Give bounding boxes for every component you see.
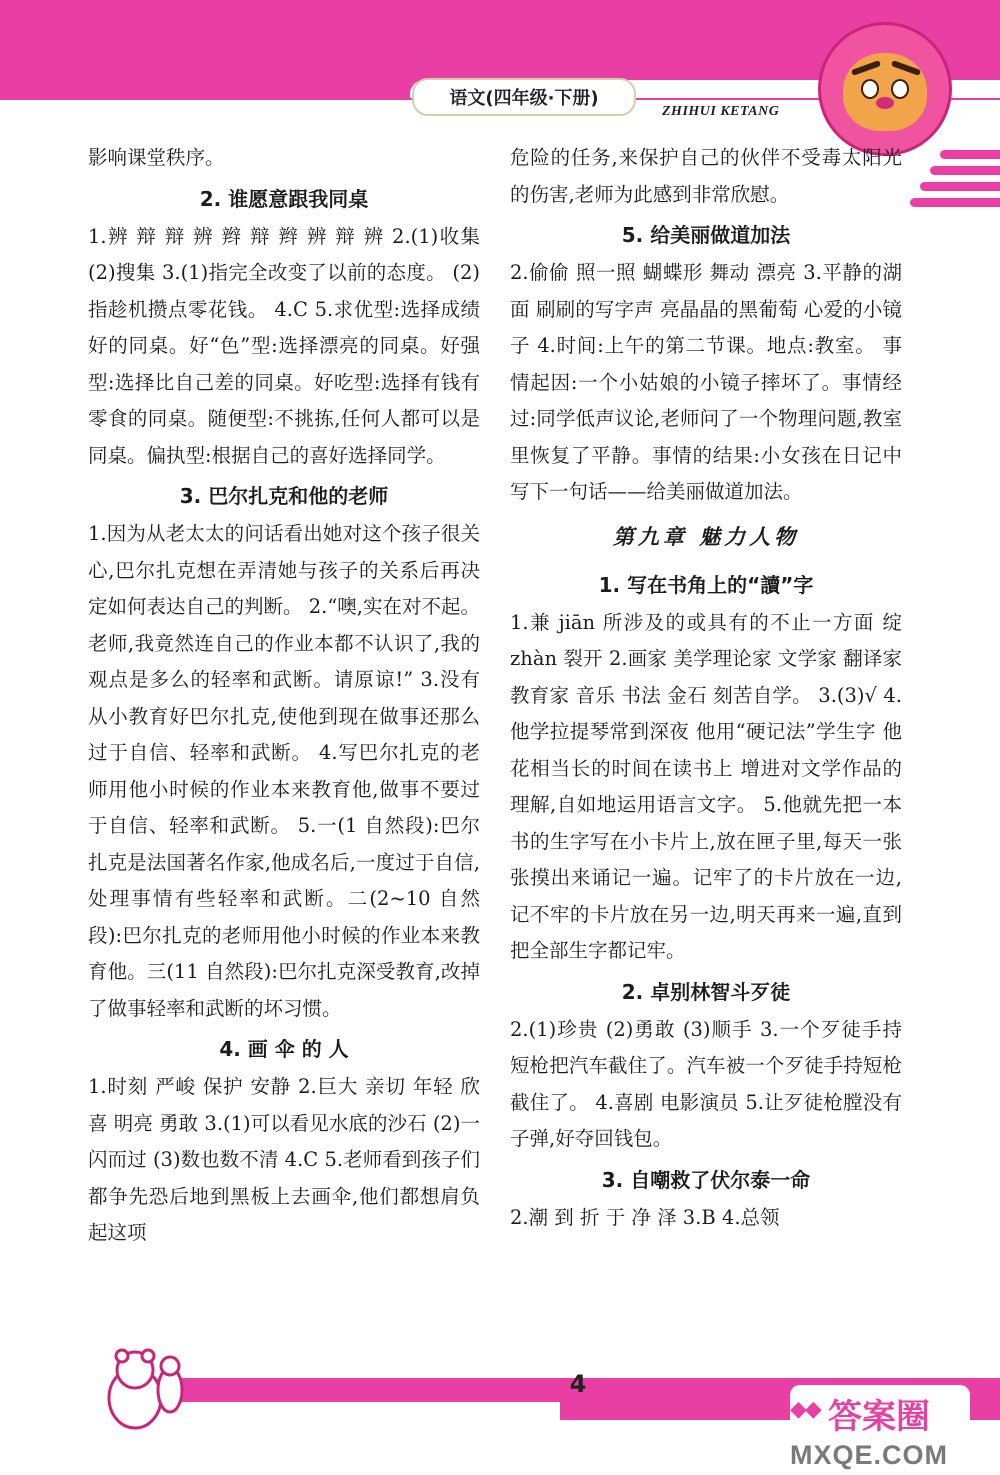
section-heading: 2. 卓别林智斗歹徒 xyxy=(621,979,791,1004)
diamond-icon: ◆◆ xyxy=(790,1397,820,1422)
section-heading: 2. 谁愿意跟我同桌 xyxy=(199,186,369,211)
answer-paragraph: 1.时刻 严峻 保护 安静 2.巨大 亲切 年轻 欣喜 明亮 勇敢 3.(1)可以看见水底的沙石 (2)一闪而过 (3)数也数不清 4.C 5.老师看到孩子们都争先恐后地到黑板上去画伞,他们都想肩负起这项 xyxy=(88,1075,480,1244)
watermark: MXQE.COM xyxy=(790,1440,949,1470)
answer-paragraph: 1.因为从老太太的问话看出她对这个孩子很关心,巴尔扎克想在弄清她与孩子的关系后再决定如何表达自己的判断。 2.“噢,实在对不起。老师,我竟然连自己的作业本都不认识了,我的观点是多么的轻率和武断。请原谅!” 3.没有从小教育好巴尔扎克,使他到现在做事还那么过于自信、轻率和武断。 4.写巴尔扎克的老师用他小时候的作业本来教育他,做事不要过于自信、轻率和武断。 5.一(1 自然段):巴尔扎克是法国著名作家,他成名后,一度过于自信,处理事情有些轻率和武断。二(2~10 自然段):巴尔扎克的老师用他小时候的作业本来教育他。三(11 自然段):巴尔扎克深受教育,改掉了做事轻率和武断的坏习惯。 xyxy=(88,522,480,1020)
answer-paragraph: 2.(1)珍贵 (2)勇敢 (3)顺手 3.一个歹徒手持短枪把汽车截住了。汽车被一个歹徒手持短枪截住了。 4.喜剧 电影演员 5.让歹徒枪膛没有子弹,好夺回钱包。 xyxy=(510,1017,902,1150)
answer-paragraph: 影响课堂秩序。 xyxy=(88,146,225,169)
page-number: 4 xyxy=(569,1370,587,1398)
section-heading: 1. 写在书角上的“讀”字 xyxy=(598,572,814,597)
section-heading: 3. 自嘲救了伏尔泰一命 xyxy=(601,1167,811,1192)
answer-paragraph: 1.兼 jiān 所涉及的或具有的不止一方面 绽 zhàn 裂开 2.画家 美学理论家 文学家 翻译家 教育家 音乐 书法 金石 刻苦自学。 3.(3)√ 4.他学拉提琴常到深夜 他用“硬记法”学生字 他花相当长的时间在读书上 增进对文学作品的理解,自如地运用语言文字。 5.他就先把一本书的生字写在小卡片上,放在匣子里,每天一张张摸出来诵记一遍。记牢了的卡片放在一边,记不牢的卡片放在另一边,明天再来一遍,直到把全部生字都记牢。 xyxy=(510,610,902,962)
answer-paragraph: 2.潮 到 折 于 净 泽 3.B 4.总领 xyxy=(510,1205,780,1229)
section-heading: 3. 巴尔扎克和他的老师 xyxy=(179,484,389,508)
section-heading: 5. 给美丽做道加法 xyxy=(621,223,791,247)
logo-text: 答案圈 xyxy=(828,1397,930,1437)
section-heading: 4. 画 伞 的 人 xyxy=(219,1037,349,1061)
answer-paragraph: 危险的任务,来保护自己的伙伴不受毒太阳光的伤害,老师为此感到非常欣慰。 xyxy=(510,146,902,206)
answer-logo xyxy=(790,1385,970,1435)
left-column xyxy=(88,140,480,1252)
right-column xyxy=(510,140,902,1236)
header-latin-title: ZHIHUI KETANG xyxy=(662,104,780,119)
answer-paragraph: 1.辨 辩 辩 辨 辫 辩 辫 辨 辩 辨 2.(1)收集 (2)搜集 3.(1)指完全改变了以前的态度。 (2)指趁机攒点零花钱。 4.C 5.求优型:选择成绩好的同桌。好“色”型:选择漂亮的同桌。好强型:选择比自己差的同桌。好吃型:选择有钱有零食的同桌。随便型:不挑拣,任何人都可以是同桌。偏执型:根据自己的喜好选择同学。 xyxy=(88,224,480,467)
tigger-mascot-icon xyxy=(818,22,952,156)
pooh-cartoon-icon xyxy=(90,1338,200,1448)
answer-paragraph: 2.偷偷 照一照 蝴蝶形 舞动 漂亮 3.平静的湖面 刷刷的写字声 亮晶晶的黑葡萄 心爱的小镜子 4.时间:上午的第二节课。地点:教室。 事情起因:一个小姑娘的小镜子摔坏了。事情经过:同学低声议论,老师问了一个物理问题,教室里恢复了平静。事情的结果:小女孩在日记中写下一句话——给美丽做道加法。 xyxy=(510,261,902,503)
subject-tab: 语文(四年级·下册) xyxy=(412,78,636,116)
chapter-heading: 第九章 魅力人物 xyxy=(612,523,800,549)
